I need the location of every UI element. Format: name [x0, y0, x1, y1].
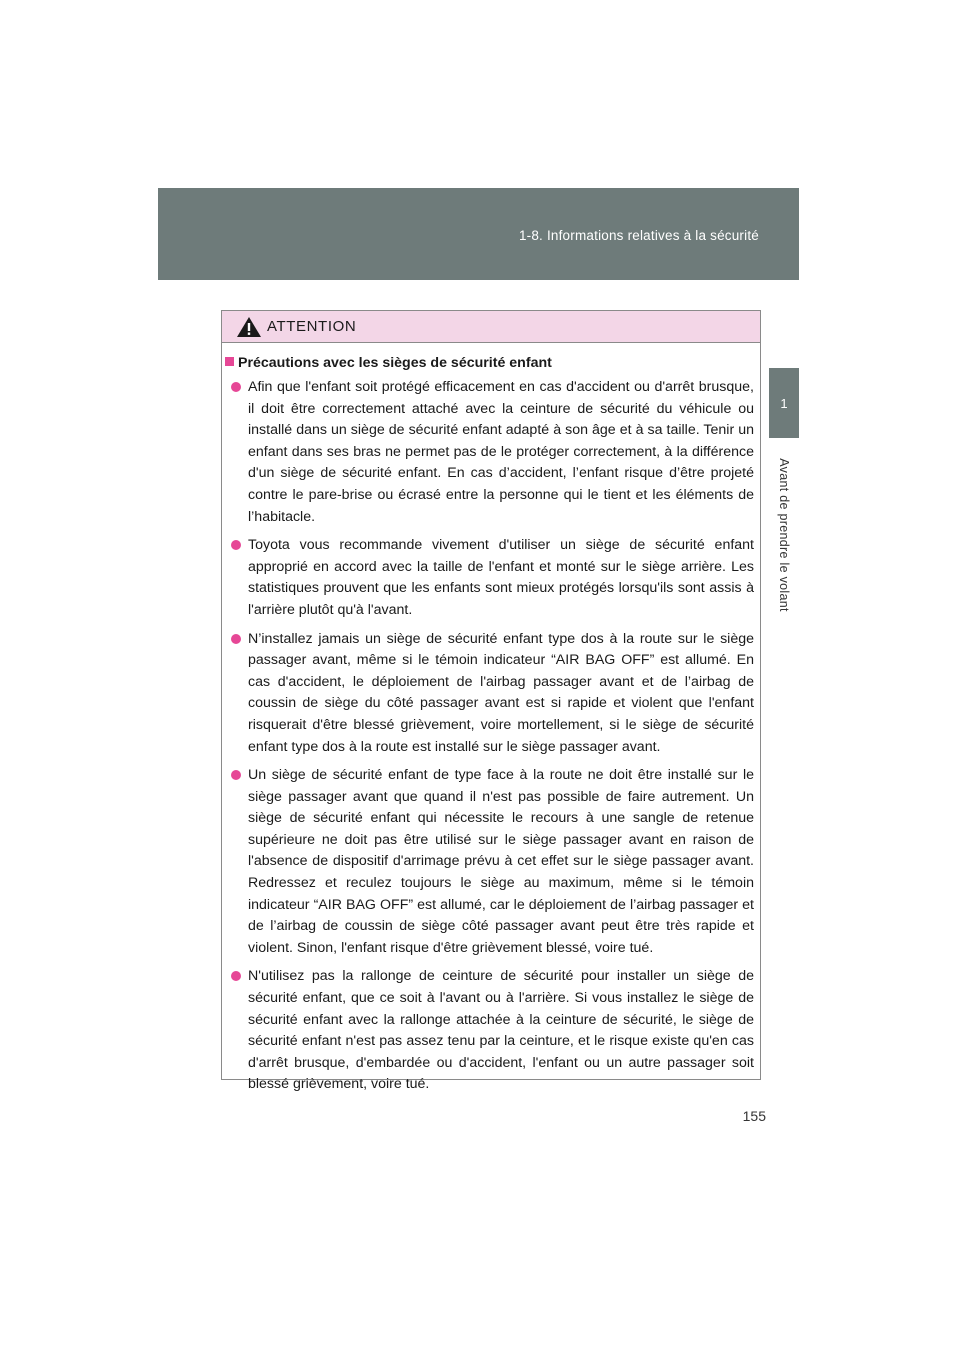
- attention-heading-row: [225, 355, 754, 371]
- bullet-icon: [231, 382, 241, 392]
- bullet-icon: [231, 971, 241, 981]
- chapter-label: Avant de prendre le volant: [777, 458, 792, 612]
- list-item: [225, 535, 754, 621]
- attention-header: [222, 311, 760, 343]
- chapter-label-container: [772, 450, 796, 620]
- list-item: [225, 765, 754, 959]
- attention-box: [221, 310, 761, 1093]
- list-item-text: Un siège de sécurité enfant de type face à la route ne doit être installé sur le siège passager avant que quand il n'est pas possible de faire autrement. Un siège de sécurité enfant qui nécessite le recours à une sangle de retenue supérieure ne doit pas être utilisé sur le siège passager avant en raison de l'absence de dispositif d'arrimage prévu à cet effet sur le siège passager avant. Redressez et reculez toujours le siège au maximum, même si le témoin indicateur “AIR BAG OFF” est allumé, car le déploiement de l’airbag passager et de l’airbag de coussin de siège côté passager avant peut être très rapide et violent. Sinon, l'enfant risque d'être grièvement blessé, voire tué.: [248, 767, 754, 956]
- list-item: [225, 377, 754, 528]
- bullet-icon: [231, 540, 241, 550]
- bullet-icon: [231, 770, 241, 780]
- square-bullet-icon: [225, 357, 234, 366]
- attention-body: [222, 343, 760, 1096]
- list-item-text: Afin que l'enfant soit protégé efficacement en cas d'accident ou d'arrêt brusque, il doit être correctement attaché avec la ceinture de sécurité du véhicule ou installé dans un siège de sécurité enfant adapté à son âge et à sa taille. Tenir un enfant dans ses bras ne permet pas de le protéger correctement, à la différence d'un siège de sécurité enfant. En cas d’accident, l’enfant risque d’être projeté contre le pare-brise ou écrasé entre la personne qui le tient et les éléments de l’habitacle.: [248, 379, 754, 525]
- bullet-icon: [231, 634, 241, 644]
- attention-heading: Précautions avec les sièges de sécurité enfant: [238, 355, 552, 371]
- chapter-tab: [769, 368, 799, 438]
- page-number: 155: [742, 1108, 766, 1124]
- list-item-text: Toyota vous recommande vivement d'utiliser un siège de sécurité enfant approprié en accord avec la taille de l'enfant et monté sur le siège arrière. Les statistiques prouvent que les enfants sont mieux protégés lorsqu'ils sont assis à l'arrière plutôt qu'à l'avant.: [248, 537, 754, 618]
- warning-triangle-icon: [236, 316, 262, 338]
- list-item-text: N’installez jamais un siège de sécurité enfant type dos à la route sur le siège passager avant, même si le témoin indicateur “AIR BAG OFF” est allumé. En cas d'accident, le déploiement de l'airbag passager avant et de l’airbag de coussin de siège du côté passager avant est si rapide et violent que l'enfant risquerait d'être blessé grièvement, voire mortellement, si le siège de sécurité enfant type dos à la route est installé sur le siège passager avant.: [248, 630, 754, 755]
- list-item: [225, 966, 754, 1096]
- header-band: [158, 188, 799, 280]
- list-item: [225, 629, 754, 759]
- list-item-text: N'utilisez pas la rallonge de ceinture de sécurité pour installer un siège de sécurité enfant, que ce soit à l'avant ou à l'arrière. Si vous installez le siège de sécurité enfant avec la rallonge attachée à la ceinture de sécurité, le siège de sécurité enfant n'est pas assez tenu par la ceinture, et le risque existe qu'en cas d'arrêt brusque, d'embardée ou d'accident, l'enfant ou un autre passager soit blessé grièvement, voire tué.: [248, 968, 754, 1093]
- attention-title: ATTENTION: [267, 318, 357, 335]
- section-title: 1-8. Informations relatives à la sécurité: [518, 228, 759, 243]
- chapter-number: 1: [780, 395, 788, 411]
